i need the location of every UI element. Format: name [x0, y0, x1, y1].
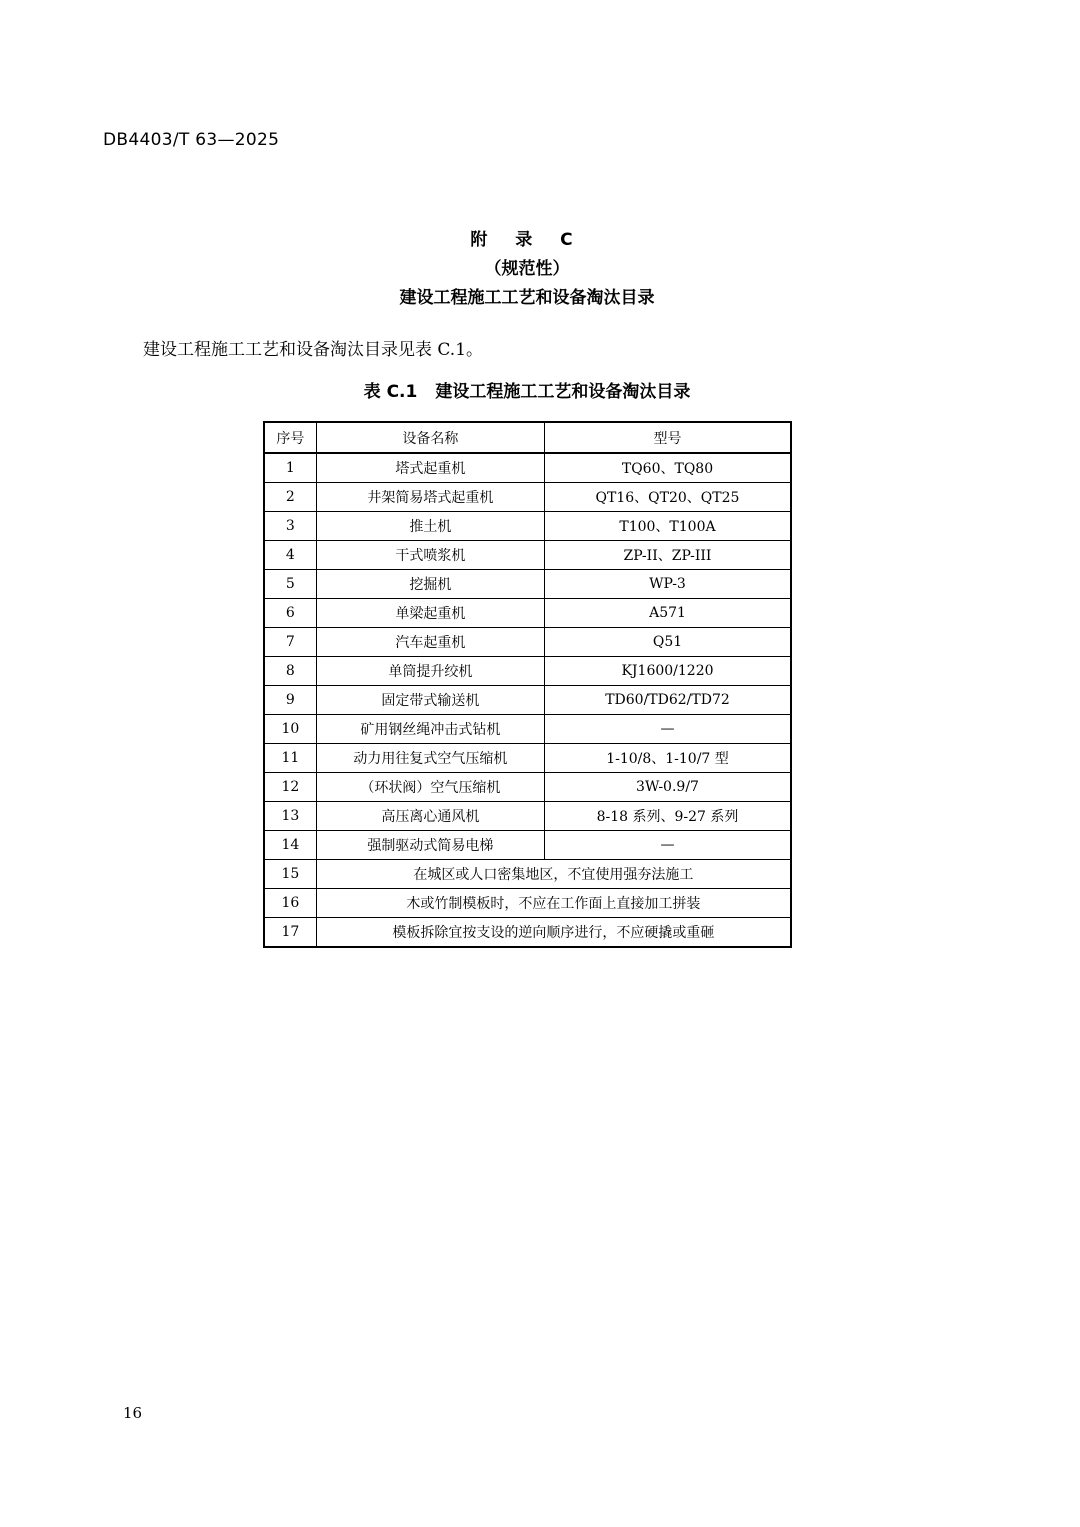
row-no: 13	[264, 802, 316, 831]
table-row	[264, 773, 791, 802]
row-name: 单筒提升绞机	[316, 657, 544, 686]
row-name: （环状阀）空气压缩机	[316, 773, 544, 802]
header-no: 序号	[264, 422, 316, 453]
row-no: 8	[264, 657, 316, 686]
row-model: KJ1600/1220	[545, 657, 792, 686]
table-row	[264, 599, 791, 628]
table-row-merged	[264, 889, 791, 918]
table-row	[264, 802, 791, 831]
row-no: 14	[264, 831, 316, 860]
row-model: Q51	[545, 628, 792, 657]
table-header-row	[264, 422, 791, 453]
header-name: 设备名称	[316, 422, 544, 453]
row-no: 9	[264, 686, 316, 715]
table-row	[264, 541, 791, 570]
row-name: 矿用钢丝绳冲击式钻机	[316, 715, 544, 744]
row-model: —	[545, 715, 792, 744]
table-row	[264, 628, 791, 657]
row-model: WP-3	[545, 570, 792, 599]
row-name: 汽车起重机	[316, 628, 544, 657]
row-model: T100、T100A	[545, 512, 792, 541]
table-row	[264, 483, 791, 512]
appendix-label: 附 录 C	[470, 230, 584, 250]
table-row-merged	[264, 918, 791, 948]
document-code: DB4403/T 63—2025	[103, 130, 280, 150]
row-no: 15	[264, 860, 316, 889]
row-model: 8-18 系列、9-27 系列	[545, 802, 792, 831]
row-model: 1-10/8、1-10/7 型	[545, 744, 792, 773]
row-name: 挖掘机	[316, 570, 544, 599]
row-name: 推土机	[316, 512, 544, 541]
row-name: 干式喷浆机	[316, 541, 544, 570]
table-row	[264, 686, 791, 715]
row-model: —	[545, 831, 792, 860]
row-name: 固定带式输送机	[316, 686, 544, 715]
row-process-text: 在城区或人口密集地区，不宜使用强夯法施工	[316, 860, 791, 889]
row-no: 6	[264, 599, 316, 628]
header-model: 型号	[545, 422, 792, 453]
row-no: 2	[264, 483, 316, 512]
row-no: 7	[264, 628, 316, 657]
row-model: TQ60、TQ80	[545, 453, 792, 483]
row-name: 井架简易塔式起重机	[316, 483, 544, 512]
appendix-nature: （规范性）	[484, 259, 570, 279]
row-no: 5	[264, 570, 316, 599]
row-no: 16	[264, 889, 316, 918]
row-no: 4	[264, 541, 316, 570]
row-process-text: 木或竹制模板时，不应在工作面上直接加工拼装	[316, 889, 791, 918]
table-row-merged	[264, 860, 791, 889]
row-name: 动力用往复式空气压缩机	[316, 744, 544, 773]
row-model: 3W-0.9/7	[545, 773, 792, 802]
row-no: 10	[264, 715, 316, 744]
table-row	[264, 453, 791, 483]
appendix-title: 建设工程施工工艺和设备淘汰目录	[399, 288, 655, 308]
row-no: 12	[264, 773, 316, 802]
row-no: 1	[264, 453, 316, 483]
row-no: 11	[264, 744, 316, 773]
row-model: QT16、QT20、QT25	[545, 483, 792, 512]
row-no: 17	[264, 918, 316, 948]
table-caption-number: 表 C.1	[363, 382, 418, 402]
table-row	[264, 570, 791, 599]
table-row	[264, 512, 791, 541]
table-caption	[0, 379, 1054, 405]
row-name: 强制驱动式简易电梯	[316, 831, 544, 860]
row-model: A571	[545, 599, 792, 628]
row-name: 高压离心通风机	[316, 802, 544, 831]
table-caption-title: 建设工程施工工艺和设备淘汰目录	[435, 382, 691, 402]
table-row	[264, 715, 791, 744]
intro-paragraph: 建设工程施工工艺和设备淘汰目录见表 C.1。	[143, 340, 484, 360]
table-row	[264, 744, 791, 773]
row-name: 塔式起重机	[316, 453, 544, 483]
row-no: 3	[264, 512, 316, 541]
table-row	[264, 831, 791, 860]
page-number: 16	[123, 1404, 143, 1422]
row-name: 单梁起重机	[316, 599, 544, 628]
row-model: TD60/TD62/TD72	[545, 686, 792, 715]
row-model: ZP-II、ZP-III	[545, 541, 792, 570]
appendix-heading	[0, 226, 1054, 313]
table-row	[264, 657, 791, 686]
row-process-text: 模板拆除宜按支设的逆向顺序进行，不应硬撬或重砸	[316, 918, 791, 948]
equipment-table	[263, 421, 792, 948]
